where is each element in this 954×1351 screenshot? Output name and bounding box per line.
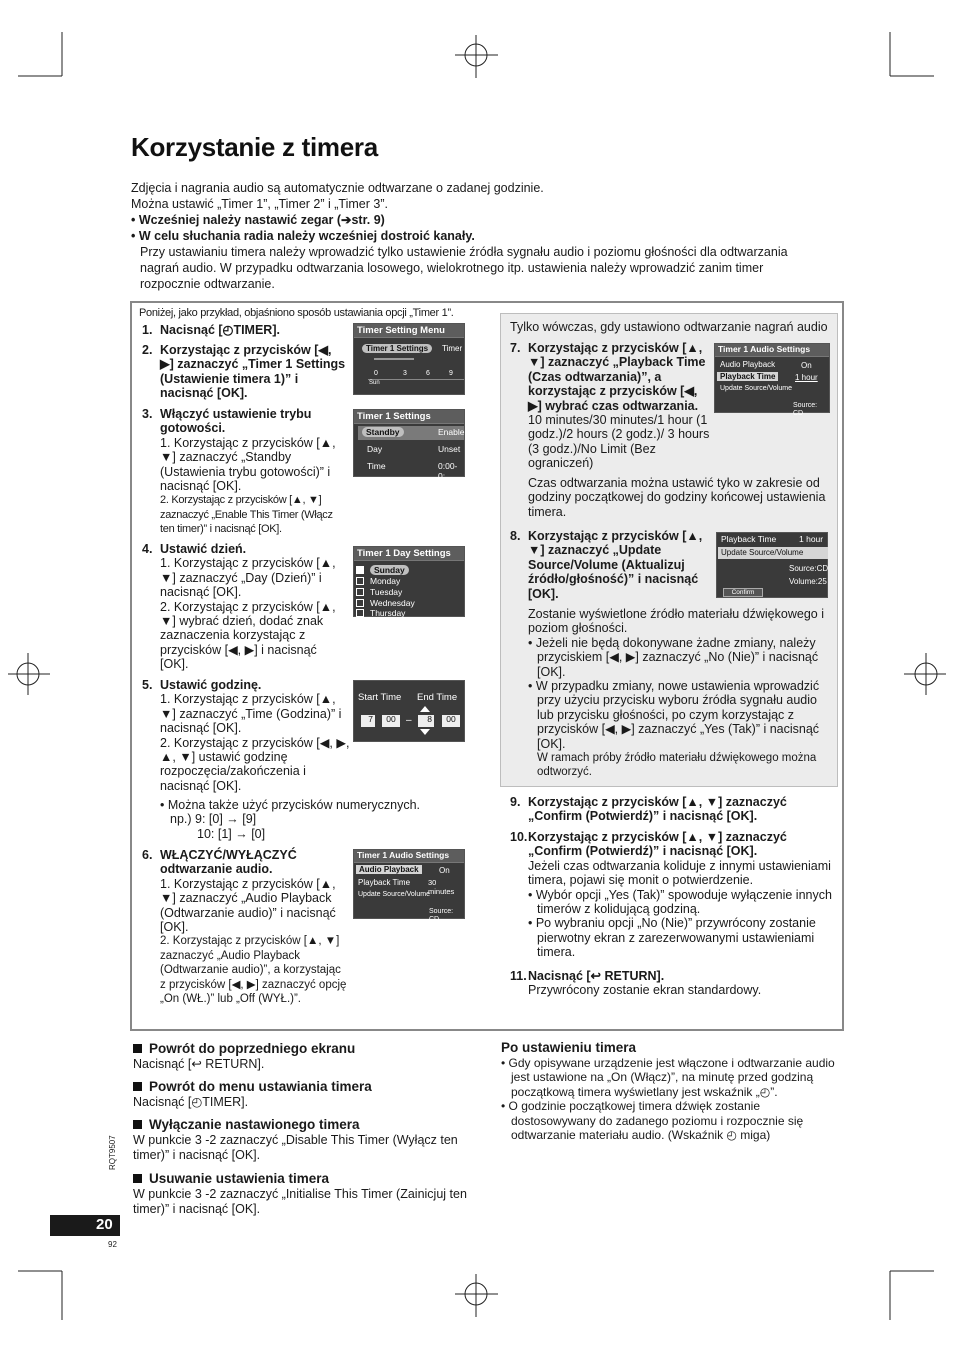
step-7-note: Czas odtwarzania można ustawić tyko w zakresie od godziny początkowej do godziny końcowej ustawienia timera. <box>528 476 826 519</box>
step-heading: Nacisnąć [↩ RETURN]. <box>528 969 665 983</box>
tab-timer: Timer <box>442 344 463 353</box>
setting-value: 1 hour <box>799 534 824 544</box>
hour-label: 3 <box>403 370 407 377</box>
step-6 <box>142 848 347 1006</box>
screen-timer1-settings <box>353 409 465 481</box>
setting-value: 0:00-0: <box>438 461 458 481</box>
start-hour-field: 7 <box>361 715 375 727</box>
step-bullet: • Jeżeli nie będą dokonywane żadne zmiany, należy przyciskiem [◀, ▶] zaznaczyć „No (Nie)” i nacisnąć [OK]. <box>528 635 819 679</box>
screen-update-source <box>716 532 828 598</box>
step-heading: Korzystając z przycisków [▲, ▼] zaznaczyć „Update Source/Volume (Aktualizuj źródło/głośność)” i nacisnąć [OK]. <box>528 529 703 601</box>
audio-only-note: Tylko wówczas, gdy ustawiono odtwarzanie nagrań audio <box>510 320 828 334</box>
intro-line: Zdjęcia i nagrania audio są automatycznie odtwarzane o zadanej godzinie. <box>131 181 544 195</box>
step-1 <box>142 323 347 337</box>
step-11 <box>510 969 830 998</box>
hour-label: 9 <box>449 370 453 377</box>
screen-title: Timer Setting Menu <box>354 324 464 338</box>
screen-day-settings <box>353 546 465 617</box>
day-monday: Monday <box>370 576 401 586</box>
section-after-setting <box>501 1041 841 1143</box>
step-number: 2. <box>142 343 153 357</box>
step-text: 10 minutes/30 minutes/1 hour (1 godz.)/2 hours (2 godz.)/ 3 hours (3 godz.)/No Limit (Bez ograniczeń) <box>528 413 710 471</box>
start-minute-field: 00 <box>382 715 400 727</box>
step-number: 1. <box>142 323 153 337</box>
day-label: Sun <box>369 380 380 386</box>
document-code: RQT9507 <box>108 1135 117 1170</box>
small-page-number: 92 <box>108 1240 117 1249</box>
step-7 <box>510 341 710 471</box>
checkbox <box>356 599 364 607</box>
step-heading: Ustawić dzień. <box>160 542 247 556</box>
screen-title: Timer 1 Day Settings <box>354 547 464 561</box>
step-3 <box>142 407 347 537</box>
step-text: W ramach próby źródło materiału dźwiękowego można odtworzyć. <box>537 752 817 779</box>
section-disable <box>133 1117 478 1164</box>
step-number: 11. <box>510 969 527 983</box>
section-heading: Usuwanie ustawienia timera <box>149 1171 330 1186</box>
note-line: np.) 9: [0] → [9] <box>170 812 257 827</box>
tab-timer1: Timer 1 Settings <box>362 344 432 353</box>
step-2 <box>142 343 347 401</box>
intro-line: Można ustawić „Timer 1”, „Timer 2” i „Timer 3”. <box>131 197 388 211</box>
step-substep: 1. Korzystając z przycisków [▲, ▼] zaznaczyć „Day (Dzień)” i nacisnąć [OK]. <box>160 556 336 600</box>
section-text: W punkcie 3 -2 zaznaczyć „Disable This Timer (Wyłącz ten timer)” i nacisnąć [OK]. <box>133 1132 458 1163</box>
box-note: Poniżej, jako przykład, objaśniono sposób ustawiania opcji „Timer 1”. <box>139 307 454 319</box>
day-tuesday: Tuesday <box>370 587 403 597</box>
step-number: 7. <box>510 341 521 355</box>
step-substep: 1. Korzystając z przycisków [▲, ▼] zaznaczyć „Audio Playback (Odtwarzanie audio)” i nacisnąć [OK]. <box>160 876 336 935</box>
audio-playback-row: Audio Playback <box>356 865 422 874</box>
step-substep: 2. Korzystając z przycisków [◀, ▶, ▲, ▼] ustawić godzinę rozpoczęcia/zakończenia i nacisnąć [OK]. <box>160 735 350 793</box>
source-label: Source:CD <box>789 564 829 573</box>
end-hour-field: 8 <box>418 715 434 727</box>
step-heading: WŁĄCZYĆ/WYŁĄCZYĆ odtwarzanie audio. <box>160 848 297 877</box>
timeline <box>368 379 464 380</box>
page-title: Korzystanie z timera <box>131 132 378 162</box>
end-time-label: End Time <box>417 692 458 703</box>
setting-day: Day <box>367 444 383 454</box>
update-source-row: Update Source/Volume <box>358 891 430 898</box>
step-heading: Ustawić godzinę. <box>160 678 262 692</box>
note-line: • Można także użyć przycisków numerycznych. <box>160 798 421 812</box>
step-5 <box>142 678 352 793</box>
step-8 <box>510 529 710 601</box>
section-menu <box>133 1079 483 1110</box>
step-number: 5. <box>142 678 153 692</box>
step-heading: Korzystając z przycisków [▲, ▼] zaznaczyć „Playback Time (Czas odtwarzania)”, a korzystając z przycisków [◀, ▶] wybrać czas odtwarzania. <box>528 341 706 413</box>
hour-label: 0 <box>374 370 378 377</box>
section-bullet: • Gdy opisywane urządzenie jest włączone i odtwarzanie audio jest ustawione na „On (Włącz)”, na minutę przed godziną początkową timera wyświetlany jest wskaźnik „◴”. <box>501 1055 835 1099</box>
setting-value: On <box>439 866 450 875</box>
step-substep: 2. Korzystając z przycisków [▲, ▼] zaznaczyć „Enable This Timer (Włącz ten timer)” i nacisnąć [OK]. <box>160 494 333 536</box>
step-text: Przywrócony zostanie ekran standardowy. <box>528 983 762 998</box>
step-heading: Korzystając z przycisków [▲, ▼] zaznaczyć „Confirm (Potwierdź)” i nacisnąć [OK]. <box>528 830 787 859</box>
intro <box>131 180 821 292</box>
step-heading: Korzystając z przycisków [▲, ▼] zaznaczyć „Confirm (Potwierdź)” i nacisnąć [OK]. <box>528 795 787 824</box>
setting-time: Time <box>367 461 386 471</box>
square-bullet-icon <box>133 1044 142 1053</box>
section-text: W punkcie 3 -2 zaznaczyć „Initialise This Timer (Zainicjuj ten timer)” i nacisnąć [OK]. <box>133 1186 467 1217</box>
note-line: 10: [1] → [0] <box>197 826 266 841</box>
audio-playback-row: Audio Playback <box>720 360 776 369</box>
step-text: Zostanie wyświetlone źródło materiału dźwiękowego i poziom głośności. <box>528 607 824 636</box>
section-heading: Powrót do menu ustawiania timera <box>149 1079 372 1094</box>
screen-timer-menu <box>353 323 465 395</box>
step-heading: Korzystając z przycisków [◀, ▶] zaznaczyć „Timer 1 Settings (Ustawienie timera 1)” i nacisnąć [OK]. <box>160 343 346 401</box>
setting-standby: Standby <box>362 427 404 437</box>
source-label: Source: CD <box>429 908 454 924</box>
down-arrow-icon <box>420 729 430 735</box>
step-number: 4. <box>142 542 153 556</box>
screen-title: Timer 1 Audio Settings <box>715 344 829 357</box>
page-number: 20 <box>96 1216 113 1233</box>
setting-value: 1 hour <box>795 373 818 382</box>
checkbox <box>356 609 364 617</box>
screen-audio-settings-step7 <box>714 343 830 418</box>
intro-bullet: • Wcześniej należy nastawić zegar (➔str. 9) <box>131 213 385 227</box>
end-minute-field: 00 <box>442 715 460 727</box>
start-time-label: Start Time <box>358 692 402 703</box>
step-substep: 2. Korzystając z przycisków [▲, ▼] wybrać dzień, dodać znak zaznaczenia korzystając z przycisków [◀, ▶] i nacisnąć [OK]. <box>160 599 336 672</box>
update-source-row: Update Source/Volume <box>720 385 792 392</box>
section-heading: Powrót do poprzedniego ekranu <box>149 1041 356 1056</box>
square-bullet-icon <box>133 1174 142 1183</box>
intro-paragraph: Przy ustawianiu timera należy wprowadzić tylko ustawienie źródła sygnału audio i poziomu głośności dla odtwarzania nagrań audio. W przypadku odtwarzania losowego, wielokrotnego itp. ustawienia należy wprowadzić zanim timer rozpocznie odtwarzanie. <box>140 245 788 291</box>
checkbox <box>356 577 364 585</box>
step-8-details <box>528 607 833 780</box>
confirm-button[interactable]: Confirm <box>723 588 763 597</box>
setting-value: 30 minutes <box>428 878 455 896</box>
step-number: 10. <box>510 830 528 844</box>
step-number: 9. <box>510 795 521 809</box>
setting-value: Enable <box>438 427 465 437</box>
section-delete <box>133 1171 478 1218</box>
screen-audio-settings-step6 <box>353 849 465 924</box>
section-text: Nacisnąć [◴TIMER]. <box>133 1094 249 1109</box>
intro-bullet: • W celu słuchania radia należy wcześniej dostroić kanały. <box>131 229 475 243</box>
step-substep: 2. Korzystając z przycisków [▲, ▼] zaznaczyć „Audio Playback (Odtwarzanie audio)”, a korzystając z przycisków [◀, ▶] zaznaczyć opcję „On (WŁ.)” lub „Off (WYŁ.)”. <box>160 935 347 1006</box>
day-wednesday: Wednesday <box>370 598 415 608</box>
step-heading: Nacisnąć [◴TIMER]. <box>160 323 280 337</box>
playback-time-row: Playback Time <box>717 372 778 381</box>
step-9 <box>510 795 830 824</box>
step-number: 8. <box>510 529 521 543</box>
step-substep: 1. Korzystając z przycisków [▲, ▼] zaznaczyć „Time (Godzina)” i nacisnąć [OK]. <box>160 692 342 736</box>
checkbox-checked <box>356 566 364 574</box>
step-number: 3. <box>142 407 153 421</box>
section-heading: Wyłączanie nastawionego timera <box>149 1117 360 1132</box>
step-4 <box>142 542 347 672</box>
setting-value: On <box>801 361 812 370</box>
step-text: Jeżeli czas odtwarzania koliduje z innymi ustawieniami timera, pojawi się monit o potwierdzenie. <box>528 858 831 888</box>
square-bullet-icon <box>133 1120 142 1129</box>
up-arrow-icon <box>420 706 430 712</box>
hour-label: 6 <box>426 370 430 377</box>
day-thursday: Thursday <box>370 608 406 618</box>
step-heading: Włączyć ustawienie trybu gotowości. <box>160 407 312 436</box>
scroll-bar <box>374 358 414 360</box>
step-substep: 1. Korzystając z przycisków [▲, ▼] zaznaczyć „Standby (Ustawienia trybu gotowości)” i nacisnąć [OK]. <box>160 435 336 494</box>
section-back <box>133 1041 483 1072</box>
numeric-note <box>160 798 460 841</box>
update-source-row: Update Source/Volume <box>721 548 804 557</box>
step-number: 6. <box>142 848 153 862</box>
section-bullet: • O godzinie początkowej timera dźwięk zostanie dostosowywany do zadanego poziomu i rozpocznie się odtwarzanie materiału audio. (Wskaźnik ◴ miga) <box>501 1099 804 1142</box>
section-text: Nacisnąć [↩ RETURN]. <box>133 1056 265 1071</box>
time-dash: – <box>406 715 412 726</box>
playback-time-row: Playback Time <box>721 534 777 544</box>
step-bullet: • Po wybraniu opcji „No (Nie)” przywrócony zostanie pierwotny ekran z zarezerwowanymi ustawieniami timera. <box>528 916 816 960</box>
screen-title: Timer 1 Audio Settings <box>354 850 464 863</box>
step-10 <box>510 830 838 960</box>
section-heading: Po ustawieniu timera <box>501 1040 637 1055</box>
setting-value: Unset <box>438 444 461 454</box>
step-bullet: • W przypadku zmiany, nowe ustawienia wprowadzić przy użyciu przycisku wyboru źródła sygnału audio lub przycisku głośności, po czym korzystając z przycisków [◀, ▶] zaznaczyć „Yes (Tak)” i nacisnąć [OK]. <box>528 679 820 751</box>
volume-label: Volume:25 <box>789 577 827 586</box>
day-sunday: Sunday <box>370 565 409 575</box>
screen-title: Timer 1 Settings <box>354 410 464 424</box>
source-label: Source: CD <box>793 402 818 418</box>
screen-time-settings <box>353 680 465 742</box>
square-bullet-icon <box>133 1082 142 1091</box>
step-bullet: • Wybór opcji „Yes (Tak)” spowoduje wyłączenie innych timerów z kolidującą godziną. <box>528 887 832 917</box>
playback-time-row: Playback Time <box>358 878 411 887</box>
checkbox <box>356 588 364 596</box>
